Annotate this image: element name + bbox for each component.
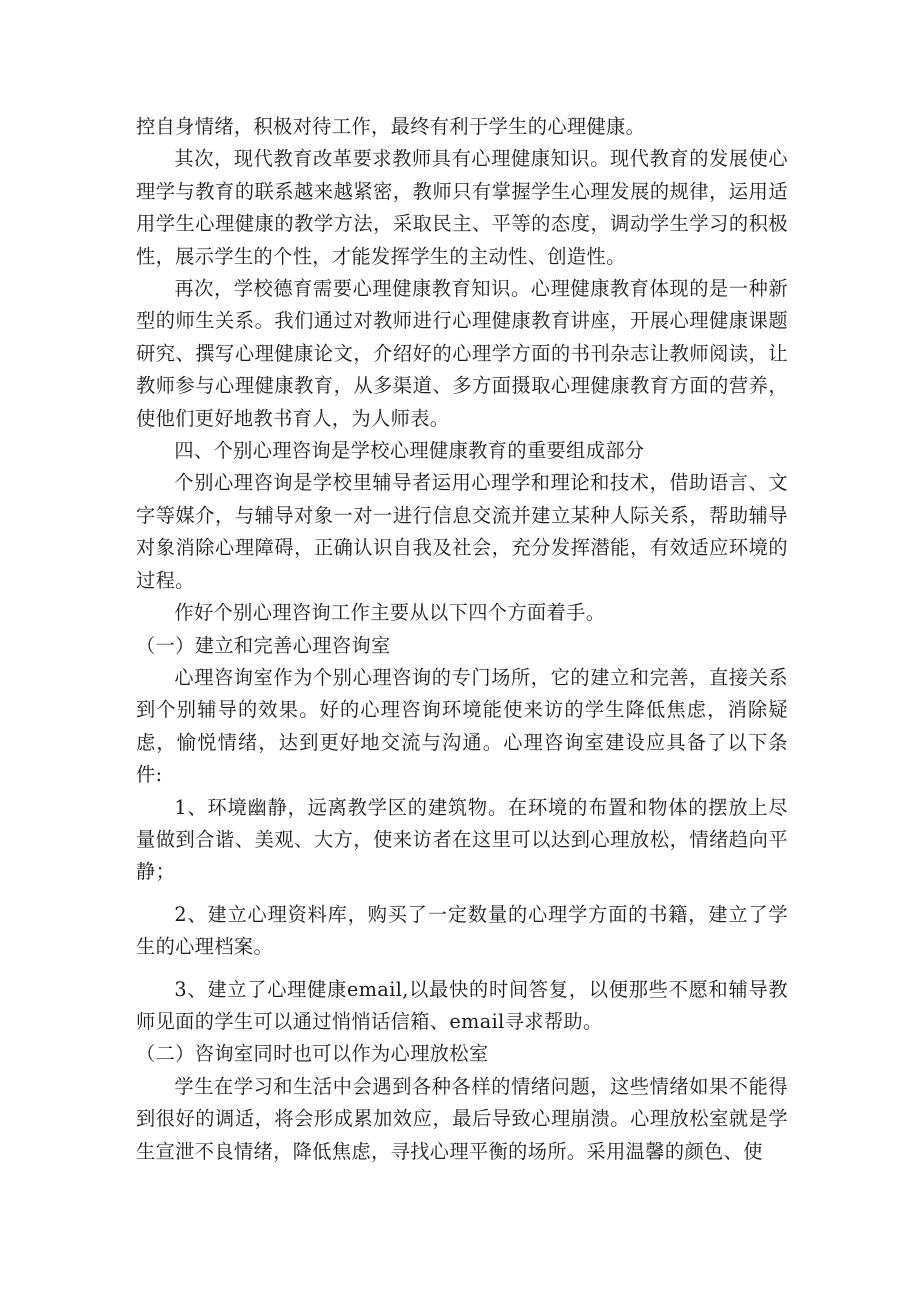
list-item-environment: 1、环境幽静，远离教学区的建筑物。在环境的布置和物体的摆放上尽量做到合谐、美观、大方，使来访者在这里可以达到心理放松，情绪趋向平静；: [136, 795, 788, 884]
paragraph-continued: 控自身情绪，积极对待工作，最终有利于学生的心理健康。: [136, 115, 646, 138]
paragraph-relaxation-room: 学生在学习和生活中会遇到各种各样的情绪问题，这些情绪如果不能得到很好的调适，将会形成累加效应，最后导致心理崩溃。心理放松室就是学生宣泄不良情绪，降低焦虑，寻找心理平衡的场所。采用温馨的颜色、使: [136, 1074, 788, 1163]
document-body: [136, 111, 788, 1168]
paragraph-counseling-definition: 个别心理咨询是学校里辅导者运用心理学和理论和技术，借助语言、文字等媒介，与辅导对象一对一进行信息交流并建立某种人际关系，帮助辅导对象消除心理障碍，正确认识自我及社会，充分发挥潜能，有效适应环境的过程。: [136, 471, 788, 592]
paragraph-counseling-room: 心理咨询室作为个别心理咨询的专门场所，它的建立和完善，直接关系到个别辅导的效果。好的心理咨询环境能使来访的学生降低焦虑，消除疑虑，愉悦情绪，达到更好地交流与沟通。心理咨询室建设应具备了以下条件:: [136, 665, 788, 787]
paragraph-teacher-knowledge: 其次，现代教育改革要求教师具有心理健康知识。现代教育的发展使心理学与教育的联系越来越紧密，教师只有掌握学生心理发展的规律，运用适用学生心理健康的教学方法，采取民主、平等的态度，调动学生学习的积极性，展示学生的个性，才能发挥学生的主动性、创造性。: [136, 147, 788, 268]
paragraph-moral-education: 再次，学校德育需要心理健康教育知识。心理健康教育体现的是一种新型的师生关系。我们通过对教师进行心理健康教育讲座，开展心理健康课题研究、撰写心理健康论文，介绍好的心理学方面的书刊杂志让教师阅读，让教师参与心理健康教育，从多渠道、多方面摄取心理健康教育方面的营养，使他们更好地教书育人，为人师表。: [136, 277, 788, 430]
subheading-counseling-room: （一）建立和完善心理咨询室: [136, 633, 391, 657]
list-item-database: 2、建立心理资料库，购买了一定数量的心理学方面的书籍，建立了学生的心理档案。: [136, 902, 788, 959]
section-heading-four: 四、个别心理咨询是学校心理健康教育的重要组成部分: [174, 439, 645, 463]
list-item-email: 3、建立了心理健康email,以最快的时间答复，以便那些不愿和辅导教师见面的学生可以通过悄悄话信箱、email寻求帮助。: [136, 977, 788, 1033]
subheading-relaxation-room: （二）咨询室同时也可以作为心理放松室: [136, 1042, 489, 1066]
paragraph-four-aspects: 作好个别心理咨询工作主要从以下四个方面着手。: [174, 601, 606, 625]
